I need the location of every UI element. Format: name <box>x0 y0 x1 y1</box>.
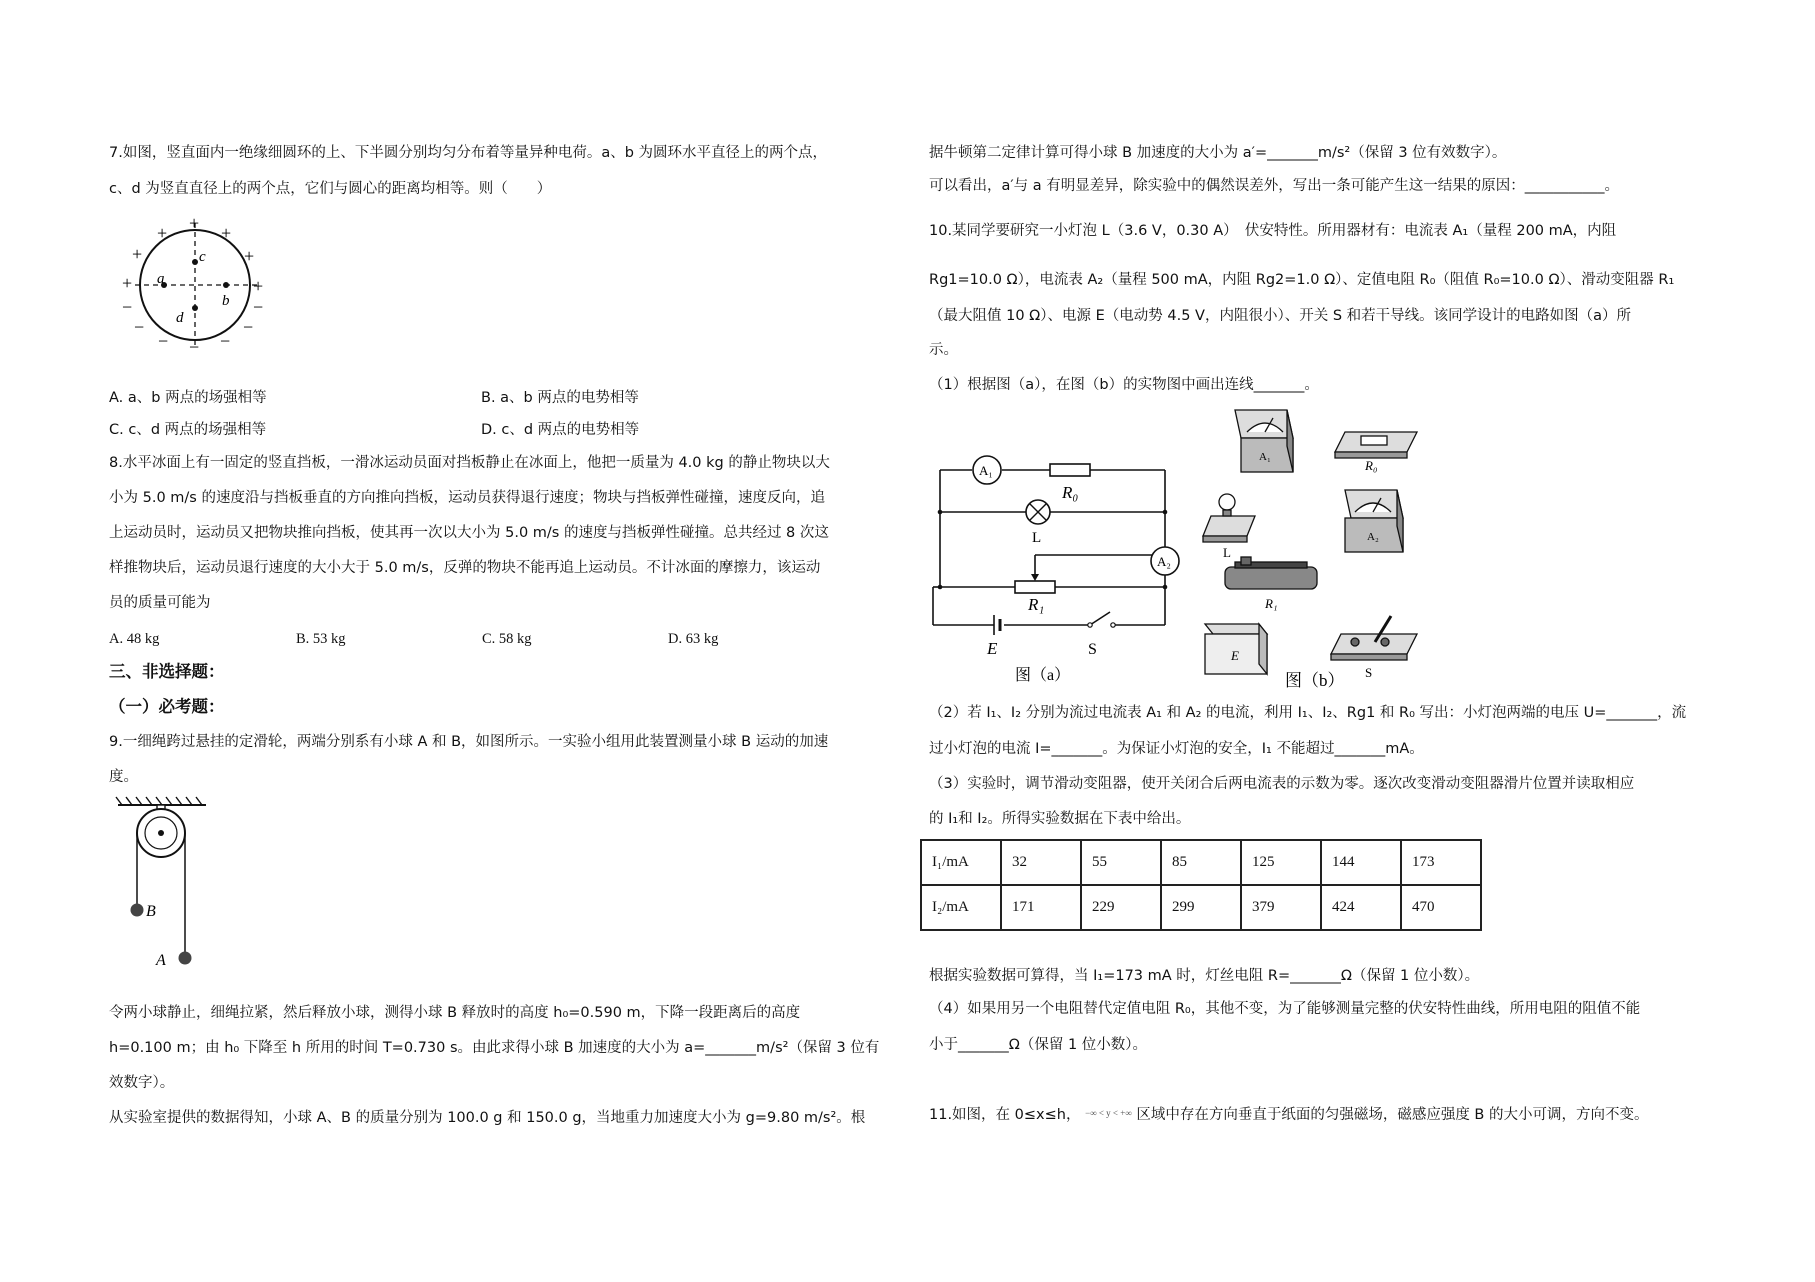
q10-part1: （1）根据图（a），在图（b）的实物图中画出连线_______。 <box>929 377 1319 393</box>
q10-part3-line1: （3）实验时，调节滑动变阻器，使开关闭合后两电流表的示数为零。逐次改变滑动变阻器滑片位置并读取相应 <box>929 776 1635 792</box>
q11-line1 <box>929 1103 1649 1125</box>
q8-line4: 样推物块后，运动员退行速度的大小大于 5.0 m/s，反弹的物块不能再追上运动员。不计冰面的摩擦力，该运动 <box>109 560 821 576</box>
subsection-heading: （一）必考题： <box>109 697 225 716</box>
point-a-label: a <box>157 271 165 287</box>
q10-part3-line2: 的 I₁和 I₂。所得实验数据在下表中给出。 <box>929 811 1191 827</box>
e-label: E <box>987 639 998 658</box>
q9-cont-line2: 可以看出，a′与 a 有明显差异，除实验中的偶然误差外，写出一条可能产生这一结果的原因：___________。 <box>929 178 1620 194</box>
section-heading: 三、非选择题： <box>109 662 225 681</box>
q7-line2: c、d 为竖直直径上的两个点，它们与圆心的距离均相等。则（ ） <box>109 181 552 197</box>
q9-cont-line1: 据牛顿第二定律计算可得小球 B 加速度的大小为 a′=_______m/s²（保留 3 位有效数字）。 <box>929 145 1507 161</box>
b-a2-label: A₂ <box>1367 531 1379 543</box>
table-cell: 173 <box>1401 840 1481 885</box>
point-d-label: d <box>176 310 184 326</box>
b-r0-label: R₀ <box>1365 458 1378 473</box>
svg-text:−: − <box>122 297 133 317</box>
current-data-table <box>920 839 1482 931</box>
q11-end: 区域中存在方向垂直于纸面的匀强磁场，磁感应强度 B 的大小可调，方向不变。 <box>1136 1107 1649 1123</box>
table-cell: 125 <box>1241 840 1321 885</box>
table-cell: 32 <box>1001 840 1081 885</box>
q11-start: 11.如图，在 0≤x≤h， <box>929 1107 1081 1123</box>
q10-line1: 10.某同学要研究一小灯泡 L（3.6 V，0.30 A） 伏安特性。所用器材有：电流表 A₁（量程 200 mA，内阻 <box>929 223 1617 239</box>
q7-line1: 7.如图，竖直面内一绝缘细圆环的上、下半圆分别均匀分布着等量异种电荷。a、b 为圆环水平直径上的两个点， <box>109 145 828 161</box>
q9-line6: 从实验室提供的数据得知，小球 A、B 的质量分别为 100.0 g 和 150.0 g，当地重力加速度大小为 g=9.80 m/s²。根 <box>109 1110 866 1126</box>
q8-line5: 员的质量可能为 <box>109 595 211 611</box>
lamp-label: L <box>1032 530 1042 546</box>
point-b-label: b <box>222 293 230 309</box>
figure-a-caption: 图（a） <box>1015 667 1071 684</box>
svg-text:+: + <box>244 246 255 266</box>
q10-after-table: 根据实验数据可算得，当 I₁=173 mA 时，灯丝电阻 R=_______Ω（保留 1 位小数）。 <box>929 968 1480 984</box>
q11-range-inline: −∞ < y < +∞ <box>1085 1108 1132 1118</box>
q7-option-a: A. a、b 两点的场强相等 <box>109 390 267 406</box>
q8-line1: 8.水平冰面上有一固定的竖直挡板，一滑冰运动员面对挡板静止在冰面上，他把一质量为 4.0 kg 的静止物块以大 <box>109 455 830 471</box>
table-cell: 85 <box>1161 840 1241 885</box>
table-cell: 470 <box>1401 885 1481 930</box>
table-cell: 229 <box>1081 885 1161 930</box>
r0-label: R₀ <box>1062 483 1079 502</box>
table-cell: I₁/mA <box>921 840 1001 885</box>
svg-text:−: − <box>220 331 231 351</box>
svg-text:+: + <box>221 223 232 243</box>
b-s-label: S <box>1365 665 1373 680</box>
apparatus-figure-b <box>1195 402 1435 692</box>
q9-line5: 效数字）。 <box>109 1075 175 1091</box>
q10-part4-line2: 小于_______Ω（保留 1 位小数）。 <box>929 1037 1148 1053</box>
b-e-label: E <box>1231 648 1239 663</box>
svg-text:−: − <box>253 297 264 317</box>
svg-text:−: − <box>158 331 169 351</box>
q8-line2: 小为 5.0 m/s 的速度沿与挡板垂直的方向推向挡板，运动员获得退行速度；物块与挡板弹性碰撞，速度反向，追 <box>109 490 825 506</box>
figure-b-caption: 图（b） <box>1285 671 1345 690</box>
svg-text:−: − <box>243 317 254 337</box>
table-cell: I₂/mA <box>921 885 1001 930</box>
svg-text:−: − <box>134 317 145 337</box>
b-a1-label: A₁ <box>1259 451 1271 463</box>
q8-line3: 上运动员时，运动员又把物块推向挡板，使其再一次以大小为 5.0 m/s 的速度与挡板弹性碰撞。总共经过 8 次这 <box>109 525 829 541</box>
q9-line3: 令两小球静止，细绳拉紧，然后释放小球，测得小球 B 释放时的高度 h₀=0.590 m，下降一段距离后的高度 <box>109 1005 801 1021</box>
q9-line4: h=0.100 m；由 h₀ 下降至 h 所用的时间 T=0.730 s。由此求得小球 B 加速度的大小为 a=_______m/s²（保留 3 位有 <box>109 1040 880 1056</box>
table-row <box>921 840 1481 885</box>
table-cell: 144 <box>1321 840 1401 885</box>
b-r1-label: R₁ <box>1265 596 1278 611</box>
svg-text:−: − <box>189 337 200 355</box>
q9-line2: 度。 <box>109 769 138 785</box>
q7-option-c: C. c、d 两点的场强相等 <box>109 422 267 438</box>
q8-option-d: D. 63 kg <box>668 631 719 647</box>
ball-b-label: B <box>146 903 156 920</box>
table-cell: 424 <box>1321 885 1401 930</box>
table-cell: 55 <box>1081 840 1161 885</box>
table-cell: 379 <box>1241 885 1321 930</box>
circuit-diagram-a <box>930 450 1180 685</box>
b-lamp-label: L <box>1223 545 1231 560</box>
q10-part2-line2: 过小灯泡的电流 I=_______。为保证小灯泡的安全，I₁ 不能超过_______mA。 <box>929 741 1424 757</box>
q8-option-c: C. 58 kg <box>482 631 532 647</box>
a1-meter-label: A₁ <box>979 463 993 478</box>
svg-text:+: + <box>122 273 133 293</box>
q7-option-d: D. c、d 两点的电势相等 <box>481 422 640 438</box>
q8-option-b: B. 53 kg <box>296 631 346 647</box>
q10-line2: Rg1=10.0 Ω），电流表 A₂（量程 500 mA，内阻 Rg2=1.0 Ω）、定值电阻 R₀（阻值 R₀=10.0 Ω）、滑动变阻器 R₁ <box>929 272 1675 288</box>
s-label: S <box>1088 641 1097 658</box>
q9-line1: 9.一细绳跨过悬挂的定滑轮，两端分别系有小球 A 和 B，如图所示。一实验小组用此装置测量小球 B 运动的加速 <box>109 734 829 750</box>
table-row <box>921 885 1481 930</box>
a2-meter-label: A₂ <box>1157 554 1171 569</box>
svg-text:+: + <box>132 244 143 264</box>
ball-a-label: A <box>156 952 166 969</box>
ring-charge-figure <box>110 215 280 355</box>
svg-text:+: + <box>189 215 200 233</box>
r1-label: R₁ <box>1028 595 1045 614</box>
q10-line3: （最大阻值 10 Ω）、电源 E（电动势 4.5 V，内阻很小）、开关 S 和若干导线。该同学设计的电路如图（a）所 <box>929 308 1632 324</box>
q7-option-b: B. a、b 两点的电势相等 <box>481 390 639 406</box>
q10-part4-line1: （4）如果用另一个电阻替代定值电阻 R₀，其他不变，为了能够测量完整的伏安特性曲线，所用电阻的阻值不能 <box>929 1001 1641 1017</box>
q10-line4: 示。 <box>929 342 958 358</box>
table-cell: 299 <box>1161 885 1241 930</box>
q10-part2-line1: （2）若 I₁、I₂ 分别为流过电流表 A₁ 和 A₂ 的电流，利用 I₁、I₂、Rg1 和 R₀ 写出：小灯泡两端的电压 U=_______，流 <box>929 705 1687 721</box>
table-cell: 171 <box>1001 885 1081 930</box>
svg-text:+: + <box>253 276 264 296</box>
pulley-figure <box>112 796 212 971</box>
svg-text:+: + <box>157 223 168 243</box>
point-c-label: c <box>199 249 206 265</box>
q8-option-a: A. 48 kg <box>109 631 160 647</box>
